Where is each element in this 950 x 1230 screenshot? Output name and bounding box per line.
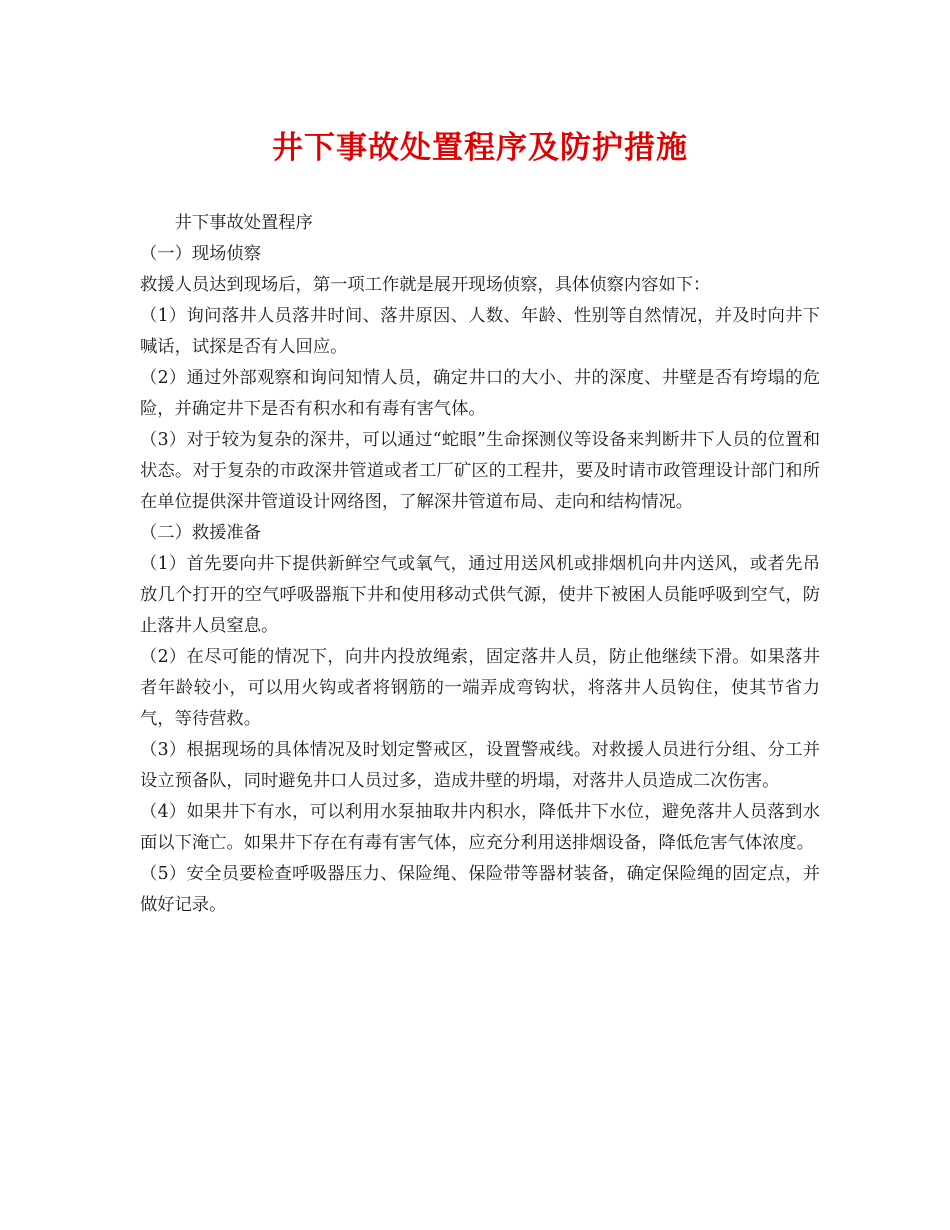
paragraph: （4）如果井下有水，可以利用水泵抽取井内积水，降低井下水位，避免落井人员落到水面以下淹亡。如果井下存在有毒有害气体，应充分利用送排烟设备，降低危害气体浓度。 [140, 802, 820, 853]
paragraph: （1）询问落井人员落井时间、落井原因、人数、年龄、性别等自然情况，并及时向井下喊话，试探是否有人回应。 [140, 306, 820, 357]
subsection-heading: （二）救援准备 [140, 523, 261, 543]
subsection-heading: （一）现场侦察 [140, 244, 261, 264]
paragraph: 救援人员达到现场后，第一项工作就是展开现场侦察，具体侦察内容如下： [140, 275, 711, 295]
document-title: 井下事故处置程序及防护措施 [272, 130, 688, 166]
paragraph: （3）对于较为复杂的深井，可以通过“蛇眼”生命探测仪等设备来判断井下人员的位置和状态。对于复杂的市政深井管道或者工厂矿区的工程井，要及时请市政管理设计部门和所在单位提供深井管道设计网络图，了解深井管道布局、走向和结构情况。 [140, 430, 820, 512]
section-heading: 井下事故处置程序 [174, 213, 313, 233]
paragraph: （1）首先要向井下提供新鲜空气或氧气，通过用送风机或排烟机向井内送风，或者先吊放几个打开的空气呼吸器瓶下井和使用移动式供气源，使井下被困人员能呼吸到空气，防止落井人员窒息。 [140, 554, 820, 636]
paragraph: （2）在尽可能的情况下，向井内投放绳索，固定落井人员，防止他继续下滑。如果落井者年龄较小，可以用火钩或者将钢筋的一端弄成弯钩状，将落井人员钩住，使其节省力气，等待营救。 [140, 647, 820, 729]
paragraph: （3）根据现场的具体情况及时划定警戒区，设置警戒线。对救援人员进行分组、分工并设立预备队，同时避免井口人员过多，造成井壁的坍塌，对落井人员造成二次伤害。 [140, 740, 820, 791]
paragraph: （5）安全员要检查呼吸器压力、保险绳、保险带等器材装备，确定保险绳的固定点，并做好记录。 [140, 864, 820, 915]
document-body [140, 208, 820, 921]
paragraph: （2）通过外部观察和询问知情人员，确定井口的大小、井的深度、井壁是否有垮塌的危险，并确定井下是否有积水和有毒有害气体。 [140, 368, 820, 419]
